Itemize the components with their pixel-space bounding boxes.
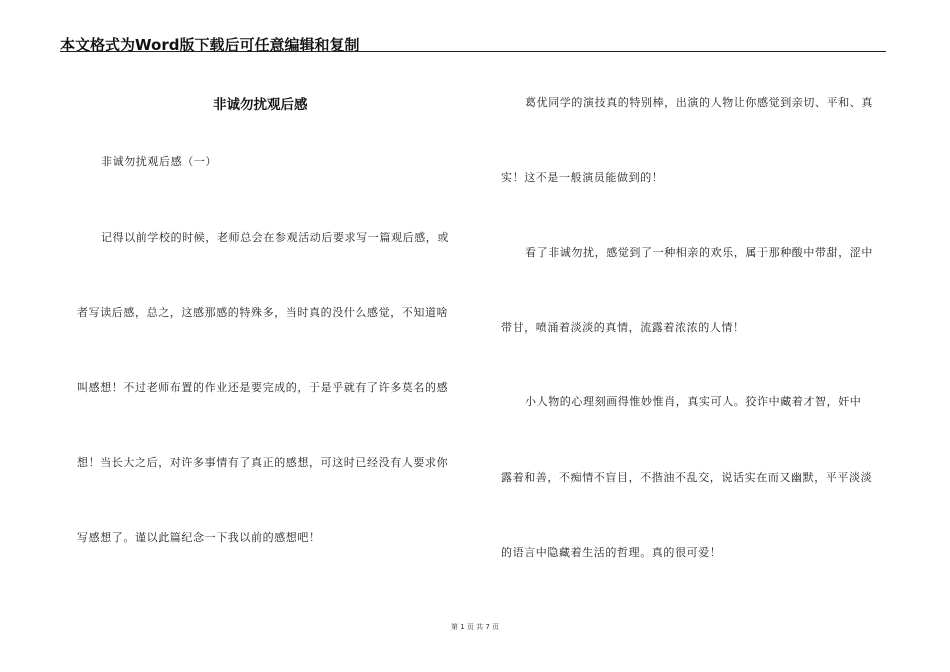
left-paragraph-heading: 非诚勿扰观后感（一） — [101, 155, 217, 168]
document-title: 非诚勿扰观后感 — [213, 97, 308, 113]
right-line-3: 看了非诚勿扰，感觉到了一种相亲的欢乐，属于那种酸中带甜，涩中 — [525, 246, 873, 259]
left-line-4: 想！当长大之后，对许多事情有了真正的感想，可这时已经没有人要求你 — [77, 456, 449, 469]
right-line-2: 实！这不是一般演员能做到的！ — [501, 171, 664, 184]
right-line-6: 露着和善，不痴情不盲目，不揩油不乱交，说话实在而又幽默，平平淡淡 — [501, 471, 873, 484]
header-divider — [60, 51, 886, 52]
left-line-5: 写感想了。谨以此篇纪念一下我以前的感想吧！ — [77, 531, 321, 544]
right-line-4: 带甘，喷涌着淡淡的真情，流露着浓浓的人情！ — [501, 321, 745, 334]
left-line-2: 者写读后感，总之，这感那感的特殊多，当时真的没什么感觉，不知道啥 — [77, 306, 449, 319]
header-banner: 本文格式为Word版下载后可任意编辑和复制 — [60, 36, 360, 54]
left-line-1: 记得以前学校的时候，老师总会在参观活动后要求写一篇观后感，或 — [101, 231, 449, 244]
right-line-7: 的语言中隐藏着生活的哲理。真的很可爱！ — [501, 546, 722, 559]
page-number: 第 1 页 共 7 页 — [450, 623, 500, 631]
left-line-3: 叫感想！不过老师布置的作业还是要完成的，于是乎就有了许多莫名的感 — [77, 381, 449, 394]
right-line-5: 小人物的心理刻画得惟妙惟肖，真实可人。狡诈中藏着才智，奸中 — [525, 395, 862, 408]
right-line-1: 葛优同学的演技真的特别棒，出演的人物让你感觉到亲切、平和、真 — [525, 96, 873, 109]
